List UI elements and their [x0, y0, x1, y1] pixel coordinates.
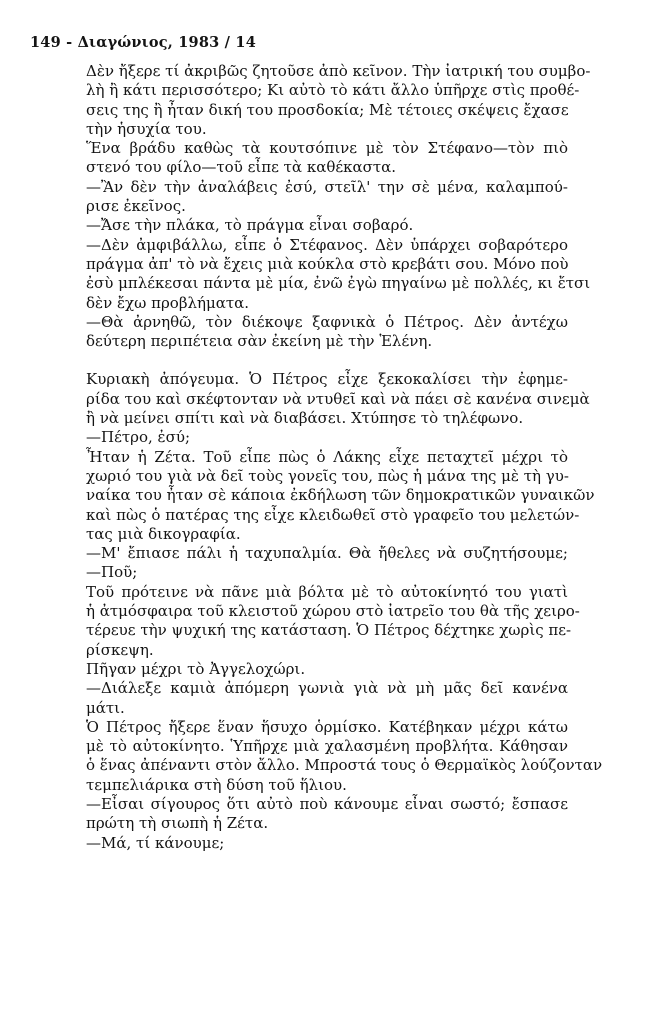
section-break: [86, 351, 568, 370]
text-line: Κυριακὴ ἀπόγευμα. Ὁ Πέτρος εἶχε ξεκοκαλίσει τὴν ἐφημε-: [86, 370, 568, 389]
text-line: Ἕνα βράδυ καθὼς τὰ κουτσόπινε μὲ τὸν Στέφανο—τὸν πιὸ: [86, 139, 568, 158]
text-line: ναίκα του ἦταν σὲ κάποια ἐκδήλωση τῶν δημοκρατικῶν γυναικῶν: [86, 486, 595, 505]
text-line: στενό του φίλο—τοῦ εἶπε τὰ καθέκαστα.: [86, 158, 397, 177]
text-line: πρώτη τὴ σιωπὴ ἡ Ζέτα.: [86, 814, 269, 833]
text-line: Ἦταν ἡ Ζέτα. Τοῦ εἶπε πὼς ὁ Λάκης εἶχε πεταχτεῖ μέχρι τὸ: [86, 447, 568, 466]
text-line: —Δὲν ἀμφιβάλλω, εἶπε ὁ Στέφανος. Δὲν ὑπάρχει σοβαρότερο: [86, 235, 568, 254]
body-text: [86, 62, 603, 853]
text-line: ὁ ἕνας ἀπέναντι στὸν ἄλλο. Μπροστά τους ὁ Θερμαϊκὸς λούζονταν: [86, 756, 603, 775]
text-line: μάτι.: [86, 698, 125, 717]
text-section: [86, 62, 591, 351]
text-line: Πῆγαν μέχρι τὸ Ἀγγελοχώρι.: [86, 659, 306, 678]
text-line: —Μ' ἔπιασε πάλι ἡ ταχυπαλμία. Θὰ ἤθελες νὰ συζητήσουμε;: [86, 544, 568, 563]
text-line: —Ποῦ;: [86, 563, 138, 582]
text-line: —Θὰ ἀρνηθῶ, τὸν διέκοψε ξαφνικὰ ὁ Πέτρος. Δὲν ἀντέχω: [86, 312, 568, 331]
text-line: τας μιὰ δικογραφία.: [86, 524, 241, 543]
text-line: Ὁ Πέτρος ἤξερε ἕναν ἥσυχο ὁρμίσκο. Κατέβηκαν μέχρι κάτω: [86, 717, 568, 736]
text-line: πράγμα ἀπ' τὸ νὰ ἔχεις μιὰ κούκλα στὸ κρεβάτι σου. Μόνο ποὺ: [86, 254, 569, 273]
text-line: χωριό του γιὰ νὰ δεῖ τοὺς γονεῖς του, πὼς ἡ μάνα της μὲ τὴ γυ-: [86, 466, 569, 485]
text-line: δὲν ἔχω προβλήματα.: [86, 293, 250, 312]
text-line: σεις της ἢ ἦταν δική του προσδοκία; Μὲ τέτοιες σκέψεις ἔχασε: [86, 100, 569, 119]
text-line: ρίδα του καὶ σκέφτονταν νὰ ντυθεῖ καὶ νὰ πάει σὲ κανένα σινεμὰ: [86, 389, 590, 408]
text-line: —Ἂν δὲν τὴν ἀναλάβεις ἐσύ, στεῖλ' την σὲ μένα, καλαμπού-: [86, 177, 568, 196]
text-line: ρισε ἐκεῖνος.: [86, 197, 186, 216]
text-line: ἐσὺ μπλέκεσαι πάντα μὲ μία, ἐνῶ ἐγὼ πηγαίνω μὲ πολλές, κι ἔτσι: [86, 274, 591, 293]
text-line: —Μά, τί κάνουμε;: [86, 833, 225, 852]
text-line: ἢ νὰ μείνει σπίτι καὶ νὰ διαβάσει. Χτύπησε τὸ τηλέφωνο.: [86, 409, 524, 428]
text-line: —Διάλεξε καμιὰ ἀπόμερη γωνιὰ γιὰ νὰ μὴ μᾶς δεῖ κανένα: [86, 679, 568, 698]
text-line: τεμπελιάρικα στὴ δύση τοῦ ἥλιου.: [86, 775, 347, 794]
text-section: [86, 370, 603, 852]
text-line: τὴν ἡσυχία του.: [86, 119, 207, 138]
text-line: δεύτερη περιπέτεια σὰν ἐκείνη μὲ τὴν Ἑλένη.: [86, 332, 433, 351]
text-line: ρίσκεψη.: [86, 640, 154, 659]
text-line: καὶ πὼς ὁ πατέρας της εἶχε κλειδωθεῖ στὸ γραφεῖο του μελετών-: [86, 505, 580, 524]
text-line: λὴ ἢ κάτι περισσότερο; Κι αὐτὸ τὸ κάτι ἄλλο ὑπῆρχε στὶς προθέ-: [86, 81, 580, 100]
text-line: —Ἄσε τὴν πλάκα, τὸ πράγμα εἶναι σοβαρό.: [86, 216, 414, 235]
page-header: 149 - Διαγώνιος, 1983 / 14: [30, 34, 256, 51]
text-line: —Πέτρο, ἐσύ;: [86, 428, 190, 447]
text-line: —Εἶσαι σίγουρος ὅτι αὐτὸ ποὺ κάνουμε εἶναι σωστό; ἔσπασε: [86, 794, 568, 813]
text-line: μὲ τὸ αὐτοκίνητο. Ὑπῆρχε μιὰ χαλασμένη προβλήτα. Κάθησαν: [86, 737, 568, 756]
text-line: Τοῦ πρότεινε νὰ πᾶνε μιὰ βόλτα μὲ τὸ αὐτοκίνητό του γιατὶ: [86, 582, 568, 601]
text-line: Δὲν ἤξερε τί ἀκριβῶς ζητοῦσε ἀπὸ κεῖνον. Τὴν ἰατρική του συμβο-: [86, 62, 591, 80]
text-line: τέρευε τὴν ψυχική της κατάσταση. Ὁ Πέτρος δέχτηκε χωρὶς πε-: [86, 621, 572, 640]
text-line: ἡ ἀτμόσφαιρα τοῦ κλειστοῦ χώρου στὸ ἰατρεῖο του θὰ τῆς χειρο-: [86, 602, 580, 621]
